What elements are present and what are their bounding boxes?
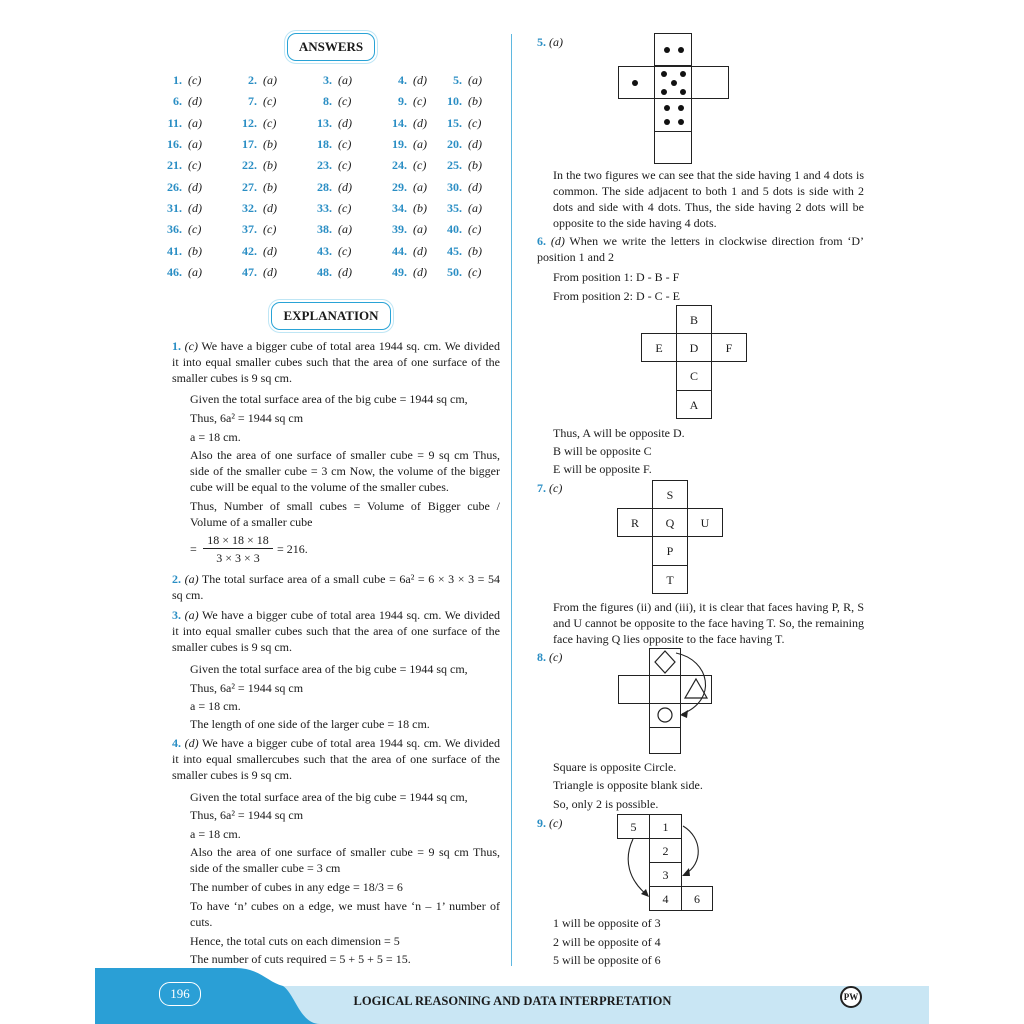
answer-option: (c) bbox=[338, 158, 352, 172]
column-divider bbox=[511, 34, 512, 966]
answer-number: 31. bbox=[167, 201, 182, 215]
answer-option: (b) bbox=[263, 137, 277, 151]
q8-shapes bbox=[610, 640, 730, 760]
pw-logo: PW bbox=[840, 986, 862, 1008]
curved-arrow-icon bbox=[628, 839, 647, 895]
answer-number: 48. bbox=[317, 265, 332, 279]
answer-option: (a) bbox=[468, 73, 482, 87]
net-cell-below1: C bbox=[676, 361, 712, 391]
q7-option: (c) bbox=[549, 481, 563, 495]
answer-item bbox=[438, 201, 482, 216]
answer-number: 41. bbox=[167, 244, 182, 258]
answer-item bbox=[158, 73, 201, 88]
dot bbox=[661, 89, 667, 95]
answer-item bbox=[383, 116, 427, 131]
answer-item bbox=[383, 265, 427, 280]
answer-option: (d) bbox=[188, 201, 202, 215]
q6-option: (d) bbox=[550, 234, 565, 248]
die-face-four bbox=[654, 98, 692, 132]
curved-arrow-icon bbox=[676, 653, 706, 714]
answer-item bbox=[158, 137, 202, 152]
answer-option: (c) bbox=[338, 137, 352, 151]
q6-number: 6. bbox=[537, 234, 546, 248]
answer-option: (c) bbox=[468, 116, 482, 130]
answer-item bbox=[158, 94, 202, 109]
answer-number: 7. bbox=[248, 94, 257, 108]
q8-option: (c) bbox=[549, 650, 563, 664]
answer-item bbox=[383, 73, 427, 88]
net-cell-center: D bbox=[676, 333, 712, 362]
answer-option: (d) bbox=[413, 73, 427, 87]
q1-option: (c) bbox=[184, 339, 198, 353]
answer-number: 20. bbox=[447, 137, 462, 151]
answer-item bbox=[233, 265, 277, 280]
q1-text: We have a bigger cube of total area 1944 sq. cm. We divided it into equal smaller cubes such that the area of one surface of the smaller cubes is 9 sq cm. bbox=[172, 339, 501, 385]
die-face-bottom bbox=[654, 131, 692, 164]
q4-text: We have a bigger cube of total area 1944 sq. cm. We divided it into equal smallercubes such that the area of one surface of the smaller cubes is 9 sq cm. bbox=[172, 736, 501, 782]
answer-number: 35. bbox=[447, 201, 462, 215]
answer-item bbox=[308, 244, 351, 259]
net-cell-below2: T bbox=[652, 565, 688, 594]
circle-icon bbox=[658, 708, 672, 722]
answer-item bbox=[158, 158, 201, 173]
answer-item bbox=[158, 116, 202, 131]
answer-number: 25. bbox=[447, 158, 462, 172]
dot bbox=[661, 71, 667, 77]
answer-item bbox=[233, 180, 277, 195]
answer-option: (c) bbox=[413, 94, 427, 108]
q9-label bbox=[537, 815, 562, 831]
answer-item bbox=[158, 244, 202, 259]
answer-item bbox=[383, 180, 427, 195]
q5-option: (a) bbox=[549, 35, 563, 49]
answer-item bbox=[158, 222, 201, 237]
answer-item bbox=[308, 73, 352, 88]
answer-option: (c) bbox=[188, 73, 202, 87]
q4-line1: Given the total surface area of the big cube = 1944 sq cm, bbox=[190, 790, 468, 804]
q7-number: 7. bbox=[537, 481, 546, 495]
dot bbox=[632, 80, 638, 86]
answer-item bbox=[438, 94, 482, 109]
answer-option: (a) bbox=[338, 73, 352, 87]
answers-heading: ANSWERS bbox=[287, 33, 375, 61]
fraction-numerator: 18 × 18 × 18 bbox=[203, 533, 273, 549]
q2-paragraph bbox=[172, 571, 500, 603]
answer-number: 44. bbox=[392, 244, 407, 258]
answer-number: 37. bbox=[242, 222, 257, 236]
q3-text: We have a bigger cube of total area 1944 sq. cm. We divided it into equal smaller cubes such that the area of one surface of the smaller cubes is 9 sq cm. bbox=[172, 608, 501, 654]
answer-number: 43. bbox=[317, 244, 332, 258]
answer-number: 12. bbox=[242, 116, 257, 130]
answer-option: (a) bbox=[413, 222, 427, 236]
answer-number: 13. bbox=[317, 116, 332, 130]
fraction-denominator: 3 × 3 × 3 bbox=[216, 551, 260, 565]
explanation-heading: EXPLANATION bbox=[271, 302, 391, 330]
net-cell-below2: A bbox=[676, 390, 712, 419]
fraction-eq: = bbox=[190, 542, 197, 556]
answer-item bbox=[308, 180, 352, 195]
q4-line3: a = 18 cm. bbox=[190, 827, 241, 841]
answer-number: 4. bbox=[398, 73, 407, 87]
answer-option: (c) bbox=[263, 116, 277, 130]
answer-number: 22. bbox=[242, 158, 257, 172]
answer-number: 11. bbox=[167, 116, 182, 130]
answer-option: (c) bbox=[338, 94, 352, 108]
q6-text: When we write the letters in clockwise direction from ‘D’ position 1 and 2 bbox=[537, 234, 865, 264]
answer-item bbox=[308, 116, 352, 131]
die-face-five bbox=[654, 66, 692, 99]
answer-item bbox=[438, 244, 482, 259]
answer-number: 21. bbox=[167, 158, 182, 172]
answer-item bbox=[308, 137, 351, 152]
dot bbox=[678, 47, 684, 53]
q5-number: 5. bbox=[537, 35, 546, 49]
answer-item bbox=[233, 116, 276, 131]
q9-result2: 2 will be opposite of 4 bbox=[553, 935, 661, 949]
answer-option: (d) bbox=[188, 180, 202, 194]
net-cell-1: 1 bbox=[649, 814, 682, 839]
q1-line1: Given the total surface area of the big cube = 1944 sq cm, bbox=[190, 392, 468, 406]
answer-number: 28. bbox=[317, 180, 332, 194]
dot bbox=[678, 119, 684, 125]
answer-number: 34. bbox=[392, 201, 407, 215]
answer-option: (a) bbox=[263, 73, 277, 87]
answer-option: (d) bbox=[413, 116, 427, 130]
answer-item bbox=[438, 222, 481, 237]
answer-option: (c) bbox=[338, 244, 352, 258]
die-face-two bbox=[654, 33, 692, 66]
q9-number: 9. bbox=[537, 816, 546, 830]
q4-line2: Thus, 6a² = 1944 sq cm bbox=[190, 808, 304, 822]
answer-option: (b) bbox=[468, 158, 482, 172]
dot bbox=[680, 71, 686, 77]
answer-number: 29. bbox=[392, 180, 407, 194]
answer-item bbox=[158, 201, 202, 216]
q2-number: 2. bbox=[172, 572, 181, 586]
dot bbox=[664, 105, 670, 111]
answer-item bbox=[233, 244, 277, 259]
answer-item bbox=[438, 265, 481, 280]
dot bbox=[664, 119, 670, 125]
arrowhead-icon bbox=[680, 710, 688, 718]
q9-result1: 1 will be opposite of 3 bbox=[553, 916, 661, 930]
answer-number: 5. bbox=[453, 73, 462, 87]
answer-item bbox=[383, 201, 427, 216]
answer-option: (b) bbox=[468, 244, 482, 258]
q6-line2: From position 2: D - C - E bbox=[553, 289, 681, 303]
answer-option: (c) bbox=[413, 158, 427, 172]
arrowhead-icon bbox=[682, 868, 690, 876]
q1-paragraph bbox=[172, 338, 500, 386]
answer-item bbox=[308, 201, 351, 216]
net-cell-3: 3 bbox=[649, 862, 682, 887]
answer-option: (d) bbox=[413, 265, 427, 279]
q9-option: (c) bbox=[549, 816, 563, 830]
q9-result3: 5 will be opposite of 6 bbox=[553, 953, 661, 967]
answer-item bbox=[308, 94, 351, 109]
q3-number: 3. bbox=[172, 608, 181, 622]
q3-option: (a) bbox=[184, 608, 199, 622]
net-cell-2: 2 bbox=[649, 838, 682, 863]
q2-option: (a) bbox=[184, 572, 199, 586]
answer-number: 47. bbox=[242, 265, 257, 279]
answer-number: 8. bbox=[323, 94, 332, 108]
answer-number: 26. bbox=[167, 180, 182, 194]
answer-number: 30. bbox=[447, 180, 462, 194]
answer-option: (b) bbox=[468, 94, 482, 108]
q6-line1: From position 1: D - B - F bbox=[553, 270, 680, 284]
answer-number: 50. bbox=[447, 265, 462, 279]
answer-number: 45. bbox=[447, 244, 462, 258]
answer-number: 6. bbox=[173, 94, 182, 108]
q2-text: The total surface area of a small cube = 6a² = 6 × 3 × 3 = 54 sq cm. bbox=[172, 572, 500, 602]
q3-line3: a = 18 cm. bbox=[190, 699, 241, 713]
answer-number: 24. bbox=[392, 158, 407, 172]
q1-line2: Thus, 6a² = 1944 sq cm bbox=[190, 411, 304, 425]
diamond-icon bbox=[655, 651, 675, 673]
answer-item bbox=[308, 158, 351, 173]
fraction-result: = 216. bbox=[277, 542, 308, 556]
answer-number: 27. bbox=[242, 180, 257, 194]
answer-option: (c) bbox=[338, 201, 352, 215]
answer-item bbox=[233, 158, 277, 173]
dot bbox=[671, 80, 677, 86]
answer-option: (a) bbox=[188, 137, 202, 151]
answer-number: 46. bbox=[167, 265, 182, 279]
answer-number: 10. bbox=[447, 94, 462, 108]
q9-arrows bbox=[615, 810, 715, 910]
q8-label bbox=[537, 649, 562, 665]
q6-result1: Thus, A will be opposite D. bbox=[553, 426, 685, 440]
answer-number: 23. bbox=[317, 158, 332, 172]
answer-option: (c) bbox=[263, 222, 277, 236]
q4-number: 4. bbox=[172, 736, 181, 750]
q7-explanation: From the figures (ii) and (iii), it is clear that faces having P, R, S and U cannot be opposite to the face having T. So, the remaining face having Q lies opposite to the face having T. bbox=[553, 600, 864, 646]
q4-line6: The number of cuts required = 5 + 5 + 5 = 15. bbox=[190, 952, 411, 966]
answer-number: 39. bbox=[392, 222, 407, 236]
answer-item bbox=[233, 73, 277, 88]
answer-number: 32. bbox=[242, 201, 257, 215]
answer-option: (b) bbox=[188, 244, 202, 258]
q4-option: (d) bbox=[184, 736, 199, 750]
answer-option: (d) bbox=[263, 265, 277, 279]
die-face-one bbox=[618, 66, 655, 99]
answer-number: 1. bbox=[173, 73, 182, 87]
answer-item bbox=[383, 158, 426, 173]
answer-option: (b) bbox=[263, 180, 277, 194]
dot bbox=[664, 47, 670, 53]
answer-item bbox=[158, 265, 202, 280]
net-cell-top: B bbox=[676, 305, 712, 334]
q6-result2: B will be opposite C bbox=[553, 444, 652, 458]
answer-option: (a) bbox=[338, 222, 352, 236]
answer-item bbox=[383, 222, 427, 237]
q8-result2: Triangle is opposite blank side. bbox=[553, 778, 703, 792]
q1-para2: Also the area of one surface of smaller cube = 9 sq cm Thus, side of the smaller cube = 3 cm Now, the volume of the bigger cube will be equal to the volume of the smaller cubes. bbox=[190, 448, 500, 494]
answer-option: (a) bbox=[468, 201, 482, 215]
net-cell-right: U bbox=[687, 508, 723, 537]
answer-option: (d) bbox=[468, 180, 482, 194]
q1-number: 1. bbox=[172, 339, 181, 353]
answer-number: 40. bbox=[447, 222, 462, 236]
net-cell-5: 5 bbox=[617, 814, 650, 839]
answer-number: 14. bbox=[392, 116, 407, 130]
dot bbox=[680, 89, 686, 95]
net-cell-below1: P bbox=[652, 536, 688, 566]
answer-option: (c) bbox=[263, 94, 277, 108]
answer-option: (d) bbox=[338, 265, 352, 279]
q1-para3: Thus, Number of small cubes = Volume of Bigger cube / Volume of a smaller cube bbox=[190, 499, 500, 529]
die-face-blank bbox=[691, 66, 729, 99]
answer-item bbox=[438, 158, 482, 173]
answer-number: 36. bbox=[167, 222, 182, 236]
q3-paragraph bbox=[172, 607, 500, 655]
answer-item bbox=[438, 73, 482, 88]
answer-item bbox=[308, 265, 352, 280]
answer-number: 38. bbox=[317, 222, 332, 236]
answer-option: (a) bbox=[413, 137, 427, 151]
answer-option: (b) bbox=[263, 158, 277, 172]
answer-number: 42. bbox=[242, 244, 257, 258]
q3-line1: Given the total surface area of the big cube = 1944 sq cm, bbox=[190, 662, 468, 676]
net-cell-6: 6 bbox=[681, 886, 713, 911]
answer-item bbox=[383, 94, 426, 109]
q8-result1: Square is opposite Circle. bbox=[553, 760, 677, 774]
answer-number: 3. bbox=[323, 73, 332, 87]
answer-number: 9. bbox=[398, 94, 407, 108]
net-cell-right: F bbox=[711, 333, 747, 362]
net-cell-4: 4 bbox=[649, 886, 682, 911]
curved-arrow-icon bbox=[683, 826, 698, 874]
answer-option: (b) bbox=[413, 201, 427, 215]
q3-line4: The length of one side of the larger cube = 18 cm. bbox=[190, 717, 430, 731]
footer-title: LOGICAL REASONING AND DATA INTERPRETATION bbox=[353, 994, 672, 1008]
answer-item bbox=[233, 201, 277, 216]
q5-explanation: In the two figures we can see that the side having 1 and 4 dots is common. The side adjacent to both 1 and 5 dots is side with 2 dots and side with 4 dots. Thus, the side having 2 dots will be opposite to the side having 4 dots. bbox=[553, 168, 864, 230]
answer-number: 49. bbox=[392, 265, 407, 279]
net-cell-left: E bbox=[641, 333, 677, 362]
answer-item bbox=[438, 116, 481, 131]
answer-option: (d) bbox=[263, 201, 277, 215]
answer-option: (d) bbox=[263, 244, 277, 258]
page-number: 196 bbox=[159, 982, 201, 1006]
q4-para2: Also the area of one surface of smaller cube = 9 sq cm Thus, side of the smaller cube = 3 cm bbox=[190, 845, 500, 875]
answer-number: 15. bbox=[447, 116, 462, 130]
answer-item bbox=[383, 137, 427, 152]
answer-item bbox=[158, 180, 202, 195]
answer-option: (a) bbox=[188, 265, 202, 279]
q3-line2: Thus, 6a² = 1944 sq cm bbox=[190, 681, 304, 695]
answer-option: (d) bbox=[413, 244, 427, 258]
answer-item bbox=[233, 222, 276, 237]
answer-number: 16. bbox=[167, 137, 182, 151]
answer-item bbox=[383, 244, 427, 259]
answer-item bbox=[233, 137, 277, 152]
answer-option: (d) bbox=[338, 180, 352, 194]
answer-item bbox=[308, 222, 352, 237]
q4-line4: The number of cubes in any edge = 18/3 = 6 bbox=[190, 880, 403, 894]
q4-paragraph bbox=[172, 735, 500, 783]
q6-paragraph bbox=[537, 233, 864, 265]
answer-number: 2. bbox=[248, 73, 257, 87]
net-cell-left: R bbox=[617, 508, 653, 537]
answer-number: 19. bbox=[392, 137, 407, 151]
answer-number: 18. bbox=[317, 137, 332, 151]
answer-item bbox=[438, 137, 482, 152]
q4-para3: To have ‘n’ cubes on a edge, we must have ‘n – 1’ number of cuts. bbox=[190, 899, 500, 929]
net-cell-center: Q bbox=[652, 508, 688, 537]
answer-item bbox=[233, 94, 276, 109]
q5-label bbox=[537, 34, 563, 50]
answer-option: (d) bbox=[338, 116, 352, 130]
answer-option: (a) bbox=[413, 180, 427, 194]
answer-number: 17. bbox=[242, 137, 257, 151]
q4-line5: Hence, the total cuts on each dimension = 5 bbox=[190, 934, 400, 948]
q7-label bbox=[537, 480, 562, 496]
answer-option: (c) bbox=[468, 222, 482, 236]
q8-result3: So, only 2 is possible. bbox=[553, 797, 659, 811]
answer-option: (a) bbox=[188, 116, 202, 130]
q8-number: 8. bbox=[537, 650, 546, 664]
answer-option: (c) bbox=[468, 265, 482, 279]
q6-result3: E will be opposite F. bbox=[553, 462, 652, 476]
answer-option: (d) bbox=[468, 137, 482, 151]
answer-item bbox=[438, 180, 482, 195]
dot bbox=[678, 105, 684, 111]
net-cell-top: S bbox=[652, 480, 688, 509]
answer-option: (c) bbox=[188, 158, 202, 172]
q1-line3: a = 18 cm. bbox=[190, 430, 241, 444]
answer-option: (c) bbox=[188, 222, 202, 236]
answer-number: 33. bbox=[317, 201, 332, 215]
answer-option: (d) bbox=[188, 94, 202, 108]
